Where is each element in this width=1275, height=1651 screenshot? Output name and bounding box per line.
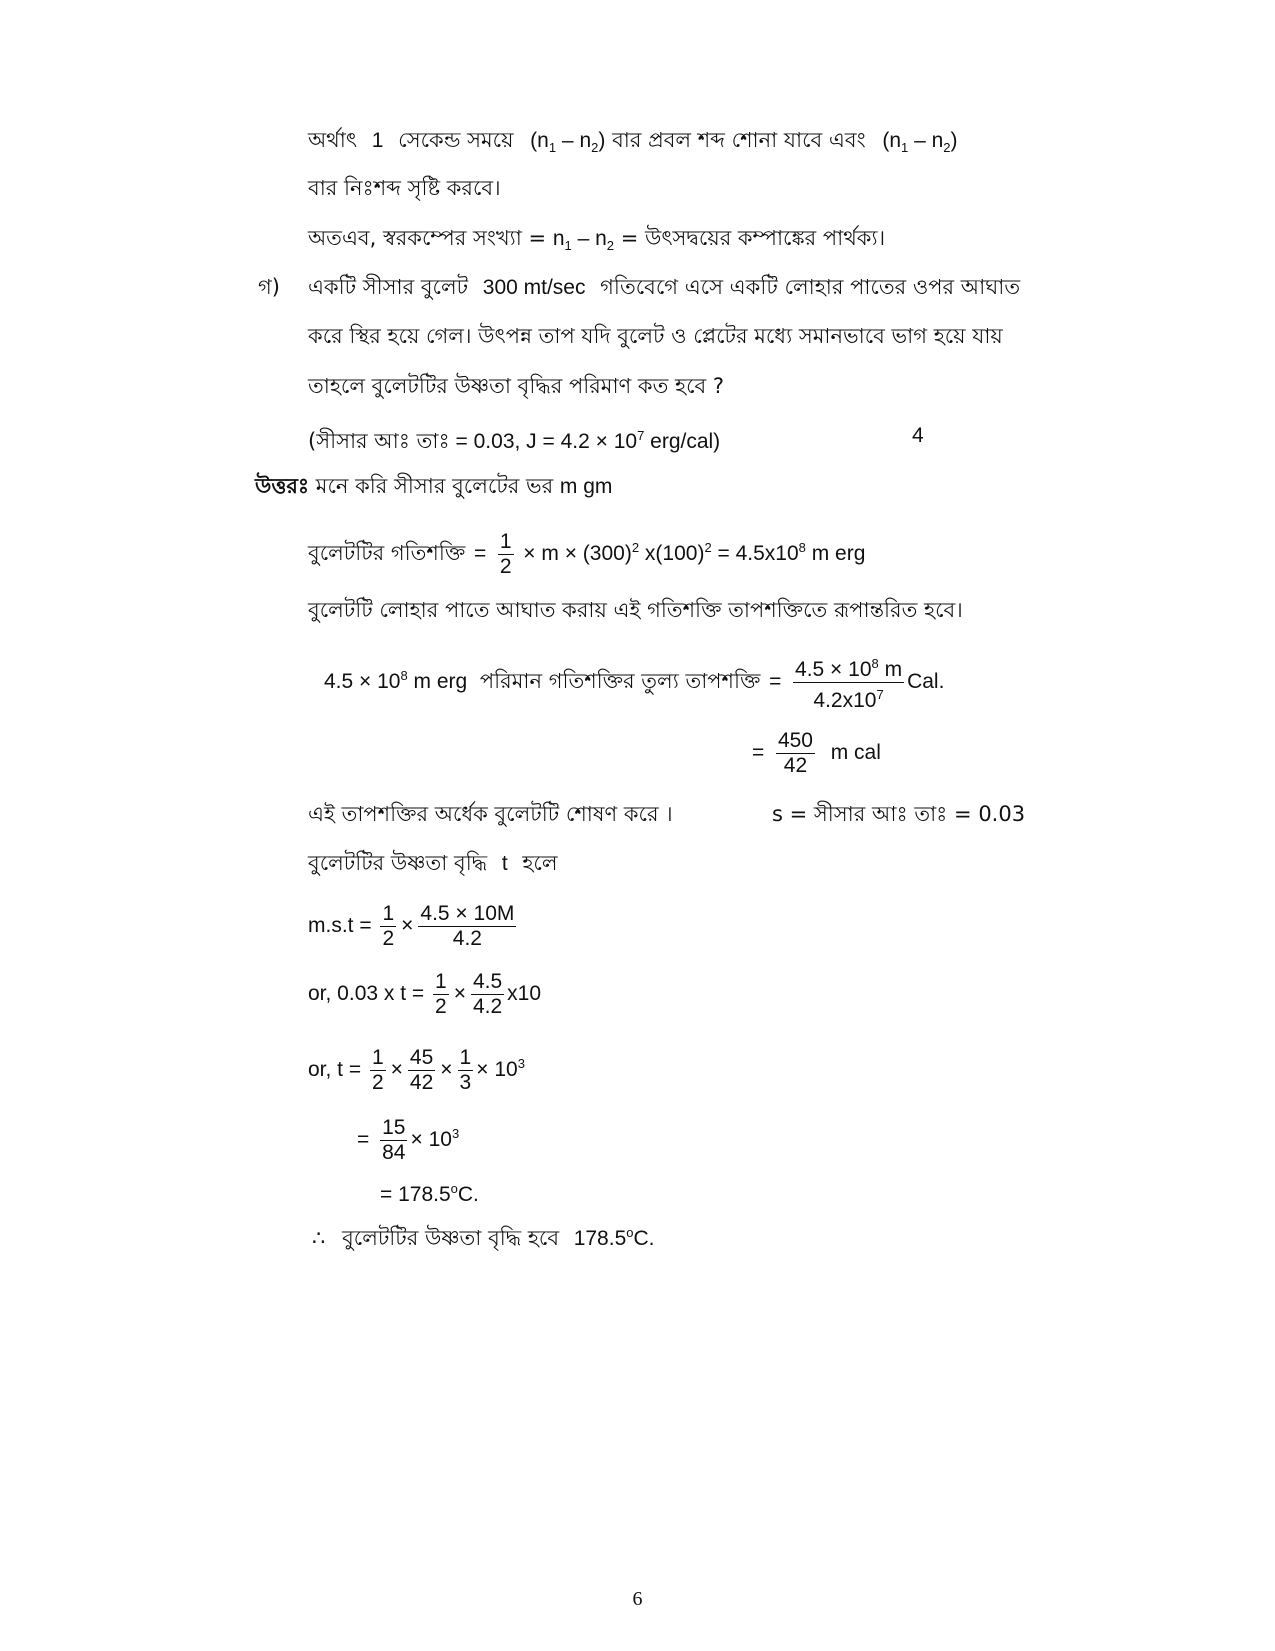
fraction: $\frac{1}{2}$ [499,529,512,578]
question-given: (সীসার আঃ তাঃ = 0.03, $J = 4.2 \times 10^7$ erg/cal) [308,428,721,453]
line-para1-2: বার নিঃশব্দ সৃষ্টি করবে। [308,176,501,200]
fraction: $\frac{15}{84}$ [382,1115,406,1164]
fraction: $\frac{4.5}{4.2}$ [472,969,503,1018]
number: 1 [371,129,384,152]
absorb-text: এই তাপশক্তির অর্ধেক বুলেটটি শোষণ করে । [308,802,673,826]
n1-minus-n2: $(n_1 - n_2)$ [882,129,958,156]
rise-text: বুলেটটির উষ্ণতা বৃদ্ধি t হলে [308,851,558,875]
final-answer: ∴ বুলেটটির উষ্ণতা বৃদ্ধি হবে 178.5$^o$C. [312,1225,655,1250]
line-para1-1 [308,126,958,162]
fraction: $\frac{1}{3}$ [459,1045,472,1094]
equation-3: or, t = $\frac{1}{2}$ × $\frac{45}{42}$ × $\frac{1}{3}$ × $10^3$ [308,1045,525,1094]
n1-minus-n2: $(n_1 - n_2)$ [530,129,606,156]
specific-heat-def: s = সীসার আঃ তাঃ = 0.03 [772,802,1026,826]
fraction: $\frac{45}{42}$ [409,1045,434,1094]
heat-equivalent-eq: $4.5 \times 10^8$ m erg পরিমান গতিশক্তির তুল্য তাপশক্তি = $\frac{4.5 \times 10^8 m}{4.2x10^7}$ Cal. [324,646,944,713]
text: অর্থাৎ [308,128,358,152]
fraction: $\frac{1}{2}$ [371,1045,384,1094]
fraction: $\frac{450}{42}$ [777,728,813,777]
text: সেকেন্ড সময়ে [398,128,514,152]
fraction: $\frac{4.5 \times 10M}{4.2}$ [420,901,515,950]
question-label: গ) [258,275,280,299]
equation-5: = $178.5^oC$. [380,1181,479,1206]
answer-label: উত্তরঃ [255,474,310,498]
fraction: $\frac{4.5 \times 10^8 m}{4.2x10^7}$ [793,652,904,713]
fraction: $\frac{1}{2}$ [435,969,447,1018]
question-line-2: করে স্থির হয়ে গেল। উৎপন্ন তাপ যদি বুলেট ও প্লেটের মধ্যে সমানভাবে ভাগ হয়ে যায় [308,324,1003,348]
answer-intro: উত্তরঃ মনে করি সীসার বুলেটের ভর m gm [255,474,613,498]
equation-1: m.s.t = $\frac{1}{2}$ × $\frac{4.5 \times 10M}{4.2}$ [308,901,515,950]
line-para2: অতএব, স্বরকম্পের সংখ্যা = $n_1 - n_2$ = উৎসদ্বয়ের কম্পাঙ্কের পার্থক্য। [308,226,886,254]
fraction: $\frac{1}{2}$ [382,901,395,950]
therefore-symbol: ∴ [312,1226,326,1250]
page-number: 6 [632,1588,643,1610]
text: বার প্রবল শব্দ শোনা যাবে এবং [612,128,866,152]
text: অতএব, স্বরকম্পের সংখ্যা = [308,226,553,250]
heat-result-eq: = $\frac{450}{42}$ m cal [752,728,881,777]
question-line-3: তাহলে বুলেটটির উষ্ণতা বৃদ্ধির পরিমাণ কত হবে ? [308,374,725,398]
kinetic-energy-eq: বুলেটটির গতিশক্তি = $\frac{1}{2}$ × $m \times (300)^2$ $x(100)^2 = 4.5x10^8$ m erg [308,529,866,578]
question-line-1: একটি সীসার বুলেট 300 mt/sec গতিবেগে এসে একটি লোহার পাতের ওপর আঘাত [308,275,1021,299]
question-marks: 4 [912,424,924,447]
conversion-text: বুলেটটি লোহার পাতে আঘাত করায় এই গতিশক্তি তাপশক্তিতে রূপান্তরিত হবে। [308,598,963,622]
text: = উৎসদ্বয়ের কম্পাঙ্কের পার্থক্য। [614,226,886,250]
equation-2: or, 0.03 x t = $\frac{1}{2}$ × $\frac{4.5}{4.2}$ x10 [308,969,542,1018]
equation-4: = $\frac{15}{84}$ × $10^3$ [357,1115,460,1164]
